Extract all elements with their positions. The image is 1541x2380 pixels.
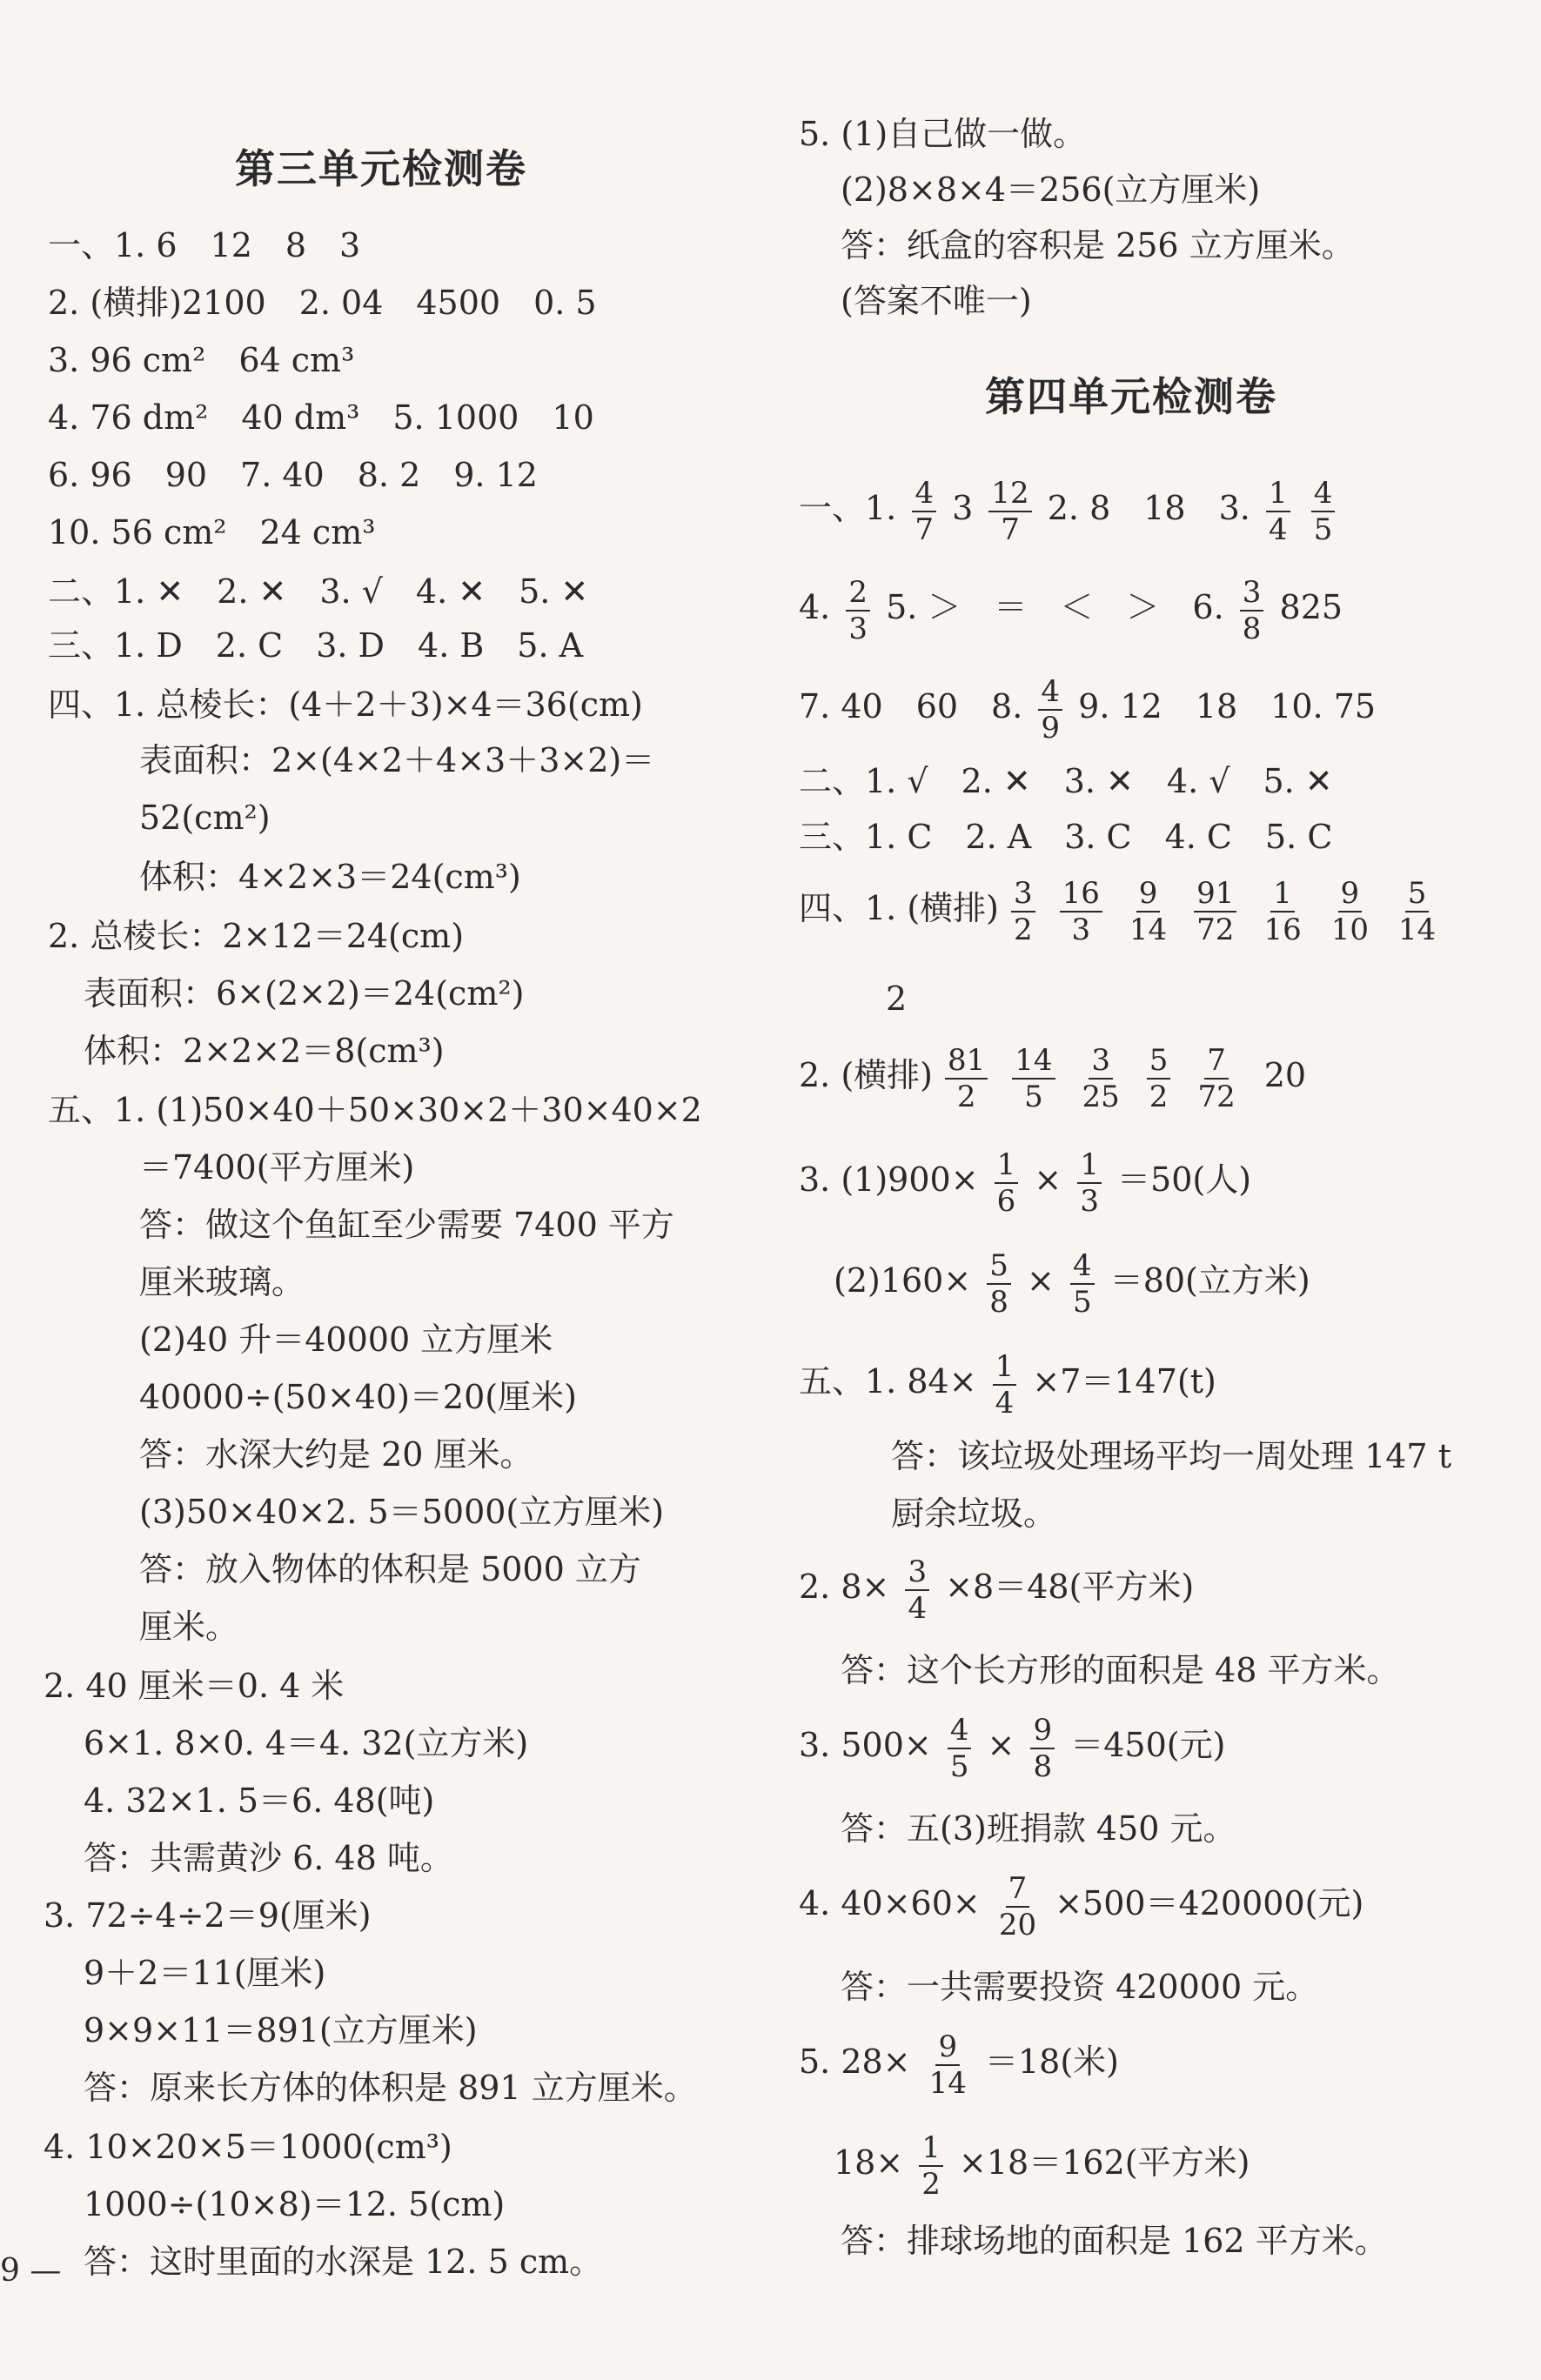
answer-line: 3. 96 cm² 64 cm³ <box>48 341 355 379</box>
answer-line: 3. (1)900× $\frac{1}{6}$ × $\frac{1}{3}$ ＝50(人) <box>799 1147 1252 1219</box>
answer-line: 5. (1)自己做一做。 <box>799 115 1087 153</box>
answer-line: 答：放入物体的体积是 5000 立方 <box>139 1550 641 1588</box>
answer-line: 4. 76 dm² 40 dm³ 5. 1000 10 <box>48 398 594 437</box>
answer-line: 10. 56 cm² 24 cm³ <box>48 513 376 552</box>
answer-line: 答：水深大约是 20 厘米。 <box>139 1435 533 1474</box>
answer-line: 厘米玻璃。 <box>139 1263 305 1301</box>
answer-line: (答案不唯一) <box>841 282 1032 320</box>
fraction: $\frac{5}{14}$ <box>1397 875 1437 947</box>
fraction: $\frac{91}{72}$ <box>1194 876 1236 947</box>
answer-line: 4. 40×60× $\frac{7}{20}$ ×500＝420000(元) <box>799 1870 1364 1942</box>
fraction: $\frac{3}{2}$ <box>1011 876 1035 947</box>
answer-line: 答：这时里面的水深是 12. 5 cm。 <box>84 2243 603 2281</box>
fraction: $\frac{7}{72}$ <box>1197 1042 1236 1114</box>
fraction: $\frac{2}{3}$ <box>846 575 870 646</box>
answer-line: 答：纸盒的容积是 256 立方厘米。 <box>841 226 1355 264</box>
fraction: $\frac{4}{5}$ <box>948 1713 972 1784</box>
answer-line: 2. 8× $\frac{3}{4}$ ×8＝48(平方米) <box>799 1554 1195 1626</box>
answer-line: 4. $\frac{2}{3}$ 5. ＞ ＝ ＜ ＞ 6. $\frac{3}{8}$ 825 <box>799 574 1343 646</box>
section-title-unit3: 第三单元检测卷 <box>235 145 527 192</box>
page-number: 9 — <box>0 2253 62 2289</box>
answer-line: 体积：4×2×3＝24(cm³) <box>139 858 521 896</box>
answer-line: ＝7400(平方厘米) <box>139 1148 415 1187</box>
answer-line: 4. 32×1. 5＝6. 48(吨) <box>84 1782 435 1820</box>
answer-line: 五、1. (1)50×40＋50×30×2＋30×40×2 <box>48 1091 702 1129</box>
answer-line: 三、1. C 2. A 3. C 4. C 5. C <box>799 818 1333 856</box>
fraction: $\frac{1}{4}$ <box>993 1349 1017 1421</box>
answer-line: 18× $\frac{1}{2}$ ×18＝162(平方米) <box>834 2129 1250 2202</box>
fraction: $\frac{3}{8}$ <box>1240 575 1264 646</box>
answer-line: 9＋2＝11(厘米) <box>84 1954 326 1992</box>
answer-line: 三、1. D 2. C 3. D 4. B 5. A <box>48 626 584 665</box>
fraction: $\frac{12}{7}$ <box>988 476 1031 547</box>
answer-line: 五、1. 84× $\frac{1}{4}$ ×7＝147(t) <box>799 1348 1216 1421</box>
answer-line: 二、1. ✕ 2. ✕ 3. √ 4. ✕ 5. ✕ <box>48 572 589 611</box>
fraction: $\frac{9}{8}$ <box>1030 1713 1055 1784</box>
fraction: $\frac{9}{14}$ <box>928 2029 967 2101</box>
answer-line: 1000÷(10×8)＝12. 5(cm) <box>84 2185 506 2223</box>
fraction: $\frac{81}{2}$ <box>945 1043 988 1114</box>
answer-line: 答：五(3)班捐款 450 元。 <box>841 1809 1236 1848</box>
answer-line: 答：做这个鱼缸至少需要 7400 平方 <box>139 1206 674 1244</box>
fraction: $\frac{3}{4}$ <box>905 1554 929 1626</box>
answer-line: 52(cm²) <box>139 799 271 837</box>
fraction: $\frac{1}{2}$ <box>919 2130 943 2202</box>
answer-line: 表面积：2×(4×2＋4×3＋3×2)＝ <box>139 741 655 779</box>
answer-line: 2 <box>886 979 908 1018</box>
answer-line: 答：该垃圾处理场平均一周处理 147 t <box>891 1437 1451 1475</box>
section-title-unit4: 第四单元检测卷 <box>985 373 1277 420</box>
answer-line: 答：一共需要投资 420000 元。 <box>841 1968 1319 2006</box>
answer-line: 6×1. 8×0. 4＝4. 32(立方米) <box>84 1724 529 1762</box>
answer-line: 3. 72÷4÷2＝9(厘米) <box>44 1896 372 1935</box>
answer-line: 一、1. $\frac{4}{7}$ 3 $\frac{12}{7}$ 2. 8 18 3. $\frac{1}{4}$ $\frac{4}{5}$ <box>799 473 1340 543</box>
fraction: $\frac{1}{16}$ <box>1263 875 1302 947</box>
fraction: $\frac{4}{5}$ <box>1311 476 1336 547</box>
right-column <box>799 0 1530 2380</box>
answer-line: (2)40 升＝40000 立方厘米 <box>139 1320 553 1359</box>
fraction: $\frac{4}{5}$ <box>1070 1248 1095 1320</box>
fraction: $\frac{16}{3}$ <box>1060 876 1102 947</box>
fraction: $\frac{1}{4}$ <box>1266 476 1290 547</box>
fraction: $\frac{9}{14}$ <box>1129 875 1168 947</box>
fraction: $\frac{1}{6}$ <box>995 1147 1019 1219</box>
answer-line: (2)160× $\frac{5}{8}$ × $\frac{4}{5}$ ＝80(立方米) <box>834 1247 1310 1320</box>
fraction: $\frac{5}{2}$ <box>1147 1043 1171 1114</box>
fraction: $\frac{7}{20}$ <box>998 1870 1037 1942</box>
answer-line: 答：共需黄沙 6. 48 吨。 <box>84 1839 453 1877</box>
answer-line: 2. (横排)2100 2. 04 4500 0. 5 <box>48 284 597 322</box>
left-column <box>0 0 748 2380</box>
answer-line: 2. 40 厘米＝0. 4 米 <box>44 1667 345 1705</box>
answer-line: 6. 96 90 7. 40 8. 2 9. 12 <box>48 456 538 494</box>
answer-line: 体积：2×2×2＝8(cm³) <box>84 1032 445 1070</box>
answer-line: 表面积：6×(2×2)＝24(cm²) <box>84 974 525 1013</box>
fraction: $\frac{4}{7}$ <box>912 476 936 547</box>
answer-line: 二、1. √ 2. ✕ 3. ✕ 4. √ 5. ✕ <box>799 762 1333 800</box>
answer-line: 9×9×11＝891(立方厘米) <box>84 2011 478 2049</box>
answer-line: 4. 10×20×5＝1000(cm³) <box>44 2128 452 2166</box>
fraction: $\frac{1}{3}$ <box>1077 1147 1102 1219</box>
answer-line: 一、1. 6 12 8 3 <box>48 226 361 264</box>
answer-line: 四、1. (横排) $\frac{3}{2}$ $\frac{16}{3}$ $\frac{9}{14}$ $\frac{91}{72}$ $\frac{1}{16}$ $\frac{9}{10}$ $\frac{5}{14}$ <box>799 873 1451 943</box>
answer-line: (3)50×40×2. 5＝5000(立方厘米) <box>139 1493 665 1531</box>
fraction: $\frac{5}{8}$ <box>987 1248 1011 1320</box>
answer-line: 答：排球场地的面积是 162 平方米。 <box>841 2222 1388 2260</box>
answer-line: 5. 28× $\frac{9}{14}$ ＝18(米) <box>799 2029 1119 2101</box>
answer-line: 答：原来长方体的体积是 891 立方厘米。 <box>84 2069 697 2107</box>
answer-line: 2. (横排) $\frac{81}{2}$ $\frac{14}{5}$ $\frac{3}{25}$ $\frac{5}{2}$ $\frac{7}{72}$ 20 <box>799 1042 1307 1114</box>
answer-line: 3. 500× $\frac{4}{5}$ × $\frac{9}{8}$ ＝450(元) <box>799 1712 1226 1784</box>
answer-line: 7. 40 60 8. $\frac{4}{9}$ 9. 12 18 10. 75 <box>799 673 1377 745</box>
answer-line: 答：这个长方形的面积是 48 平方米。 <box>841 1651 1400 1689</box>
answer-line: 2. 总棱长：2×12＝24(cm) <box>48 917 465 955</box>
answer-line: (2)8×8×4＝256(立方厘米) <box>841 170 1261 209</box>
answer-line: 四、1. 总棱长：(4＋2＋3)×4＝36(cm) <box>48 685 643 724</box>
fraction: $\frac{9}{10}$ <box>1330 875 1369 947</box>
fraction: $\frac{3}{25}$ <box>1082 1042 1120 1114</box>
answer-line: 40000÷(50×40)＝20(厘米) <box>139 1378 577 1416</box>
answer-line: 厨余垃圾。 <box>891 1494 1057 1533</box>
answer-line: 厘米。 <box>139 1608 239 1646</box>
fraction: $\frac{14}{5}$ <box>1012 1043 1055 1114</box>
fraction: $\frac{4}{9}$ <box>1038 674 1062 745</box>
